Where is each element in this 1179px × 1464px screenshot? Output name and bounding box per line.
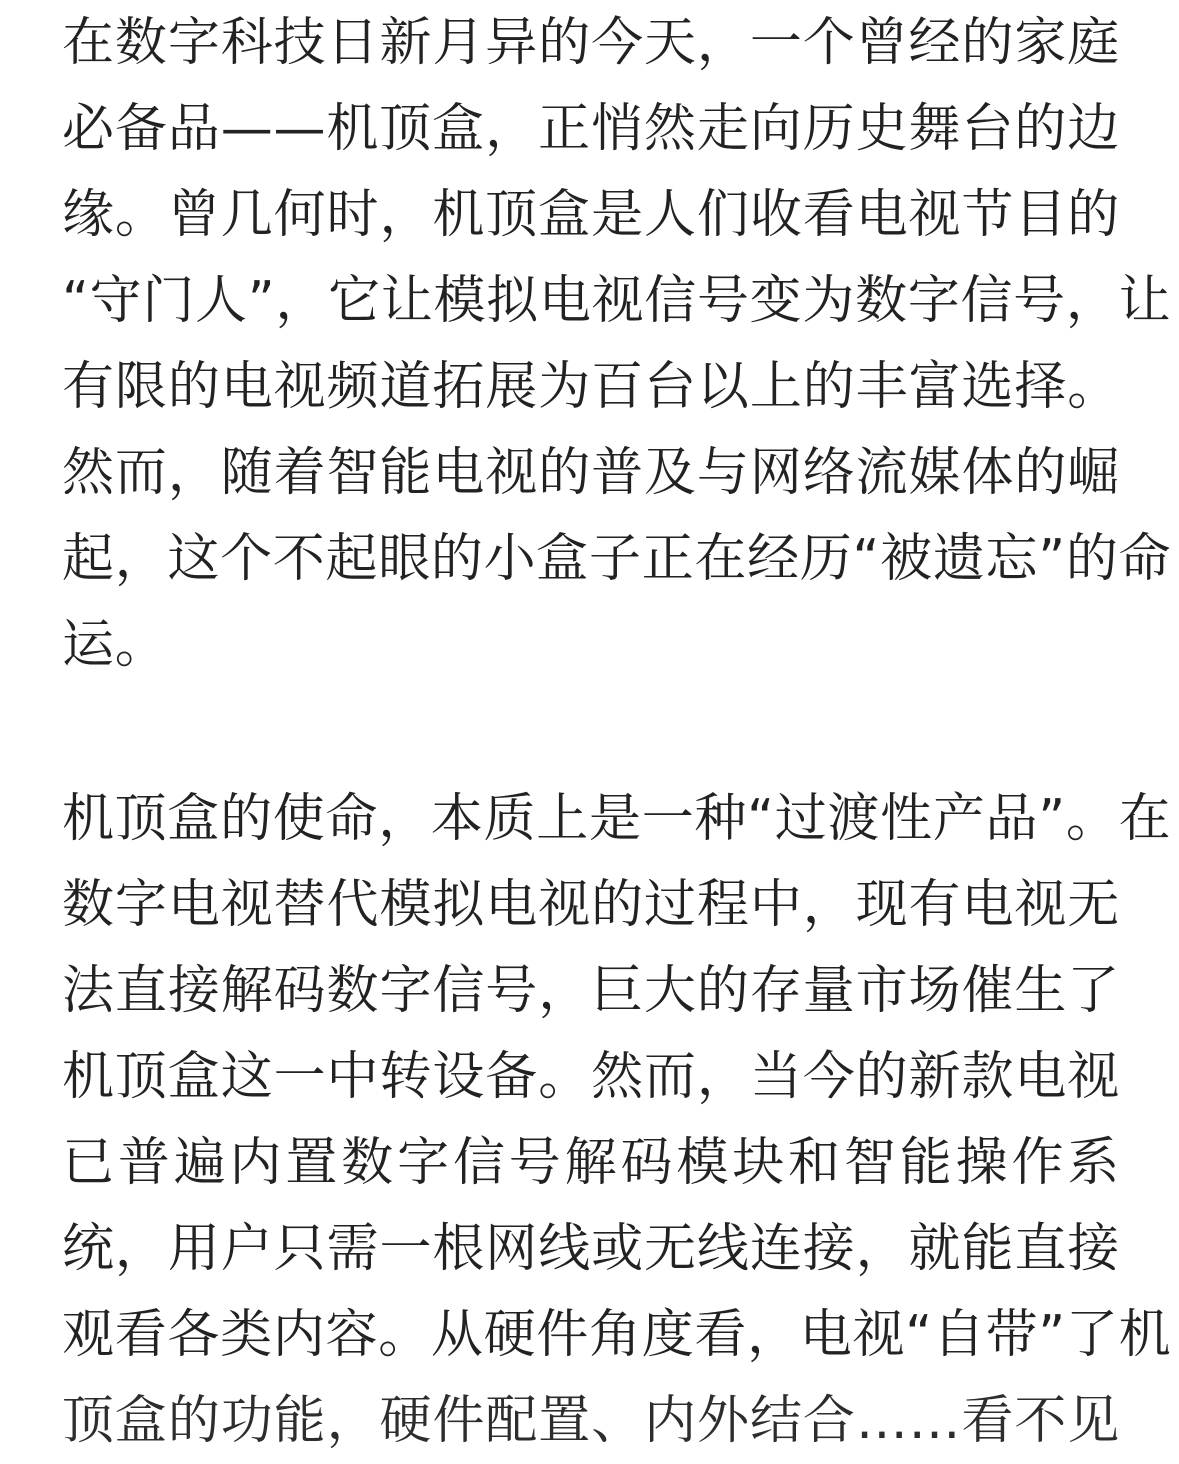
text-line: 数字电视替代模拟电视的过程中，现有电视无 (62, 875, 1120, 935)
text-line: 统，用户只需一根网线或无线连接，就能直接 (62, 1219, 1120, 1279)
text-line: 有限的电视频道拓展为百台以上的丰富选择。 (62, 357, 1120, 417)
text-line: 运。 (62, 615, 168, 675)
text-line-partial: 顶盒的功能，硬件配置、内外结合……看不见 (62, 1391, 1120, 1451)
text-line: 已普遍内置数字信号解码模块和智能操作系 (62, 1133, 1120, 1193)
paragraph-2 (62, 776, 1172, 1451)
text-line: 机顶盒这一中转设备。然而，当今的新款电视 (62, 1047, 1120, 1107)
article-body (62, 0, 1172, 1451)
text-line: 必备品——机顶盒，正悄然走向历史舞台的边 (62, 99, 1120, 159)
paragraph-1 (62, 0, 1172, 688)
text-line: 机顶盒的使命，本质上是一种“过渡性产品”。在 (62, 789, 1172, 849)
text-line: 法直接解码数字信号，巨大的存量市场催生了 (62, 961, 1120, 1021)
text-line: 起，这个不起眼的小盒子正在经历“被遗忘”的命 (62, 529, 1172, 589)
text-line: 在数字科技日新月异的今天，一个曾经的家庭 (62, 13, 1120, 73)
text-line: 缘。曾几何时，机顶盒是人们收看电视节目的 (62, 185, 1120, 245)
text-line: “守门人”，它让模拟电视信号变为数字信号，让 (62, 271, 1172, 331)
paragraph-spacer (62, 688, 1120, 776)
text-line: 然而，随着智能电视的普及与网络流媒体的崛 (62, 443, 1120, 503)
text-line: 观看各类内容。从硬件角度看，电视“自带”了机 (62, 1305, 1172, 1365)
